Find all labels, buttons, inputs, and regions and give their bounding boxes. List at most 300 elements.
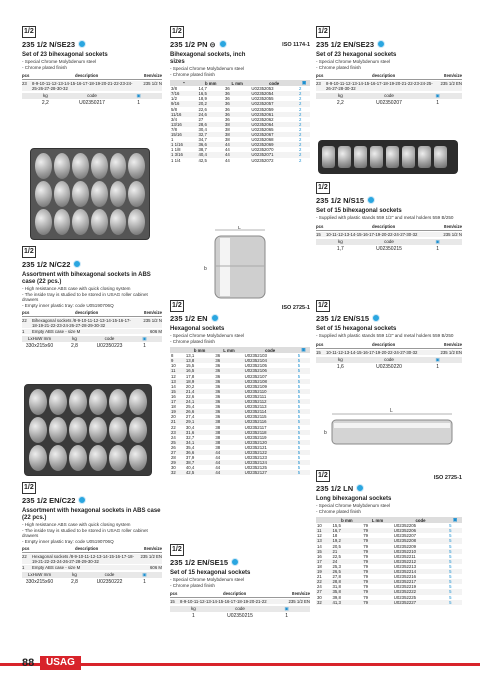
table-cell: 1 3/16	[170, 152, 197, 157]
table-cell: 1 1/8	[171, 147, 181, 153]
section-ln: 1/2 ISO 2725-1 235 1/2 LN Long bihexagonal sockets - Special Chrome Molybdenum steel - Chrome plated finish b mm L mm code ▣ 10 15,5 79 U02352205 5 11 16,7 79 U02352206 5 12 18 79 U02352207 5 13 19,2 79 U02352208 5 14 20,5 79 U02352209 5 15 21 79 U02352210 5 16 22,5 79 U02352211 5 17 24 79 U02352212 5 18 25,3 79 U02352213 5 19 26,5 79 U02352214 5 21 27,8 79 U02352216 5 22 28,8 79 U02352217 5 24 31,8 79 U02352219 5 27 35,8 79 U02352222 5 30 39,8 79 U02352225 5 32 41,3 79 U02352227 5	[316, 472, 462, 605]
table-cell: 27	[316, 589, 331, 594]
table-cell: 36	[214, 358, 243, 363]
table-cell: U02352105	[244, 363, 267, 369]
table-cell: 29,1	[185, 419, 214, 424]
table-cell: 16,5	[197, 91, 224, 96]
table-cell: U02352071	[250, 152, 298, 157]
table-cell: 2	[298, 122, 310, 127]
product-code: 235	[170, 558, 183, 567]
table-cell: U02352116	[244, 419, 297, 424]
table-cell: 5	[449, 574, 452, 580]
table-cell: 21	[170, 419, 185, 424]
table-cell: U02352106	[244, 368, 297, 373]
table-cell: U02352227	[393, 600, 448, 605]
table-cell: 9/16	[170, 101, 197, 106]
table-cell: 5	[297, 363, 301, 369]
table-cell: U02352115	[244, 414, 267, 420]
product-code: 235	[22, 260, 35, 269]
table-header: pcs description Item/size	[316, 341, 462, 347]
table-cell: 42,5	[198, 157, 207, 163]
table-cell: 2	[298, 112, 310, 117]
section-n-c22: 1/2 235 1/2 N/C22 Assortment with bihexagonal sockets in ABS case (22 pcs.) - High resistance ABS case with quick closing system - The inside tray is studied to be stored in USAG roller cabinet drawers - Empty inner plastic tray: code U05190706Q pcs description Item/size 22 Bihexagonal sockets /8-9-10-11-12-13-14-15-16-17-18-19-21-22-23-24-26-27-28-29-30-32 235 1/2 N 1 Empty ABS case - size M 606 M LxHxW mm kg code ▣ 330x215x60 2,8 U02350223 1	[22, 248, 162, 350]
table-cell: 27,4	[185, 414, 195, 420]
table-row: 1 Empty ABS case - size M 606 M	[22, 329, 162, 335]
table-header: pcs description Item/size	[170, 591, 310, 597]
feature: - Supplied with plastic stands 559 1/2" and metal holders 559 B/250	[316, 333, 454, 338]
table-cell: 24	[331, 559, 362, 564]
socket-rail-image	[318, 140, 458, 174]
section-en-se23: 1/2 235 1/2 EN/SE23 Set of 23 hexagonal sockets - Special Chrome Molybdenum steel - Chrome plated finish pcs description Item/size 23 8-9-10-11-12-13-14-15-16-17-18-19-20-21-22-23-24-25-26-27-28-30-32 235 1/2 EN kg code ▣ 2,2 U02350207 1	[316, 28, 462, 107]
product-title: N/SE23	[49, 40, 75, 49]
qty-icon: ▣	[136, 93, 141, 99]
table-cell: 41,3	[331, 600, 362, 605]
table-cell: 21	[317, 574, 322, 580]
table-cell: U02352054	[250, 91, 298, 96]
new-badge-icon	[78, 40, 86, 48]
table-cell: U02352122	[244, 450, 297, 455]
size-table: " b mm L mm code ▣ 3/8 14,7 36 U02352053 2 7/16 16,5 36 U02352054 2 1/2 18,9 36 U02352055 2 9/16 20,2 36 U02352057 2 5/8 22,6 36 U02352059 2 11/16 24,6 36 U02352061 2 3/4 27 36 U02352062 2 13/16 28,6 38 U02352064 2 7/8 30,4 38 U02352065 2 15/16 32,7 38 U02352067 2 1 34,7 38 U02352068 2 1 1/16 36,6 44 U02352069 2 1 1/8 38,7 44 U02352070 2 1 3/16 40,4 44 U02352071 2 1 1/4 42,5 44 U02352072 2	[170, 80, 310, 162]
table-row: 23 8-9-10-11-12-13-14-15-16-17-18-19-20-21-22-23-24-25-26-27-28-30-32 235 1/2 EN	[316, 81, 462, 92]
table-cell: 2	[299, 106, 302, 112]
table-cell: 38,7	[198, 147, 207, 153]
table-cell: 5	[448, 579, 462, 584]
table-row: 15 10-11-12-13-14-15-16-17-19-20-22-24-27-30-32 235 1/2 EN	[316, 349, 462, 355]
table-cell: 39,8	[332, 594, 341, 600]
table-cell: 2	[298, 142, 310, 147]
table-cell: U02352118	[244, 430, 297, 435]
table-cell: 15	[170, 389, 185, 394]
subtitle: Assortment with bihexagonal sockets in ABS case (22 pcs.)	[22, 272, 151, 285]
section-n-s15: 1/2 235 1/2 N/S15 Set of 15 bihexagonal sockets - Supplied with plastic stands 559 1/2" and metal holders 559 B/250 pcs description Item/size 15 10-11-12-13-14-15-16-17-19-20-22-24-27-30-32 235 1/2 N kg code ▣ 1,7 U02350215 1	[316, 184, 462, 252]
order-header: kg code ▣	[316, 239, 462, 245]
section-en-se15: 1/2 235 1/2 EN/SE15 Set of 15 hexagonal sockets - Special Chrome Molybdenum steel - Chrome plated finish pcs description Item/size 15 8-9-10-11-12-13-14-15-16-17-18-19-20-21-22 235 1/2 EN kg code ▣ 1 U02350215 1	[170, 546, 310, 620]
order-header: kg code ▣	[170, 606, 310, 612]
product-title: EN/SE15	[197, 558, 228, 567]
table-cell: 20,2	[185, 383, 195, 389]
table-cell: 12	[171, 373, 176, 379]
table-cell: 44	[214, 450, 243, 455]
feature: - Chrome plated finish	[170, 338, 215, 344]
table-cell: 36,6	[185, 450, 214, 455]
table-cell: 11/16	[170, 112, 197, 117]
table-cell: U02352112	[244, 399, 297, 404]
drive-size-badge: 1/2	[170, 26, 184, 38]
table-cell: 36	[214, 389, 243, 394]
iso-standard: ISO 1174-1	[282, 42, 310, 48]
table-cell: 36	[224, 116, 230, 122]
table-cell: 5	[448, 549, 462, 554]
table-cell: 79	[363, 563, 369, 569]
product-title: EN/SE23	[343, 40, 374, 49]
table-cell: U02352059	[251, 106, 274, 112]
product-code: 235	[22, 496, 35, 505]
svg-text:b: b	[204, 266, 207, 272]
table-cell: 25,4	[185, 404, 195, 410]
qty-icon: ▣	[435, 356, 440, 362]
table-cell: 36	[224, 112, 250, 117]
table-cell: 5	[297, 389, 310, 394]
table-cell: 44	[224, 152, 250, 157]
table-cell: U02352207	[393, 533, 417, 539]
table-cell: 24	[171, 434, 176, 440]
table-cell: 21	[331, 549, 362, 554]
table-cell: 5	[449, 594, 452, 600]
table-cell: 38	[214, 419, 243, 424]
table-cell: 2	[299, 86, 302, 92]
table-cell: 22,5	[332, 553, 341, 559]
socket-case-image	[24, 384, 152, 476]
subtitle: Hexagonal sockets	[170, 326, 225, 332]
table-cell: 79	[363, 553, 369, 559]
table-cell: 42,5	[185, 470, 214, 475]
table-cell: 40,4	[185, 465, 195, 471]
subtitle: Long bihexagonal sockets	[316, 496, 392, 502]
table-cell: 30	[317, 594, 322, 600]
table-header: pcs description Item/size	[22, 73, 162, 79]
table-cell: 19,2	[331, 538, 362, 543]
drive-size-badge: 1/2	[316, 300, 330, 312]
table-cell: 5	[297, 424, 301, 430]
qty-icon: ▣	[142, 336, 147, 342]
table-cell: 2	[299, 137, 302, 143]
table-cell: 22,6	[198, 106, 207, 112]
table-cell: 31,8	[332, 584, 341, 590]
table-cell: 20,5	[332, 543, 341, 549]
product-code: 235	[22, 40, 35, 49]
table-cell: 12	[317, 533, 322, 539]
table-cell: 22	[316, 579, 331, 584]
table-cell: 37,9	[185, 455, 195, 461]
table-cell: U02352072	[251, 157, 274, 163]
section-n-se23	[22, 20, 162, 106]
table-cell: 44	[214, 460, 243, 465]
table-cell: U02352120	[244, 440, 297, 445]
iso-standard: ISO 2725-1	[281, 305, 310, 311]
table-cell: U02352206	[393, 528, 448, 533]
feature: - Empty inner plastic tray: code U05190706Q	[22, 302, 114, 308]
table-cell: 16,5	[185, 368, 214, 373]
table-cell: 34,1	[185, 440, 214, 445]
table-cell: U02352114	[244, 409, 297, 414]
table-cell: 36	[215, 353, 221, 359]
feature: - Special Chrome Molybdenum steel	[170, 66, 245, 71]
table-cell: 79	[362, 579, 393, 584]
table-cell: 2	[299, 96, 302, 102]
table-cell: 24	[317, 584, 322, 590]
table-cell: 18	[317, 563, 322, 569]
table-cell: 5	[297, 379, 310, 384]
table-cell: U02352216	[393, 574, 417, 580]
table-cell: 7/16	[170, 91, 197, 96]
table-cell: 36	[224, 86, 230, 92]
table-cell: U02352109	[244, 383, 267, 389]
feature: - High resistance ABS case with quick closing system	[22, 522, 131, 527]
feature: - Special Chrome Molybdenum steel	[170, 333, 245, 338]
qty-icon: ▣	[448, 517, 462, 523]
table-cell: 27	[198, 116, 204, 122]
new-badge-icon	[372, 314, 380, 322]
product-title: EN	[197, 314, 208, 323]
table-cell: 5	[448, 538, 462, 543]
table-cell: 19	[170, 409, 185, 414]
product-title: EN/C22	[49, 496, 76, 505]
table-cell: 40,4	[197, 152, 224, 157]
table-cell: U02352208	[393, 538, 448, 543]
order-header: LxHxW mm kg code ▣	[22, 572, 162, 578]
table-cell: 36,6	[197, 142, 224, 147]
table-cell: 24,1	[185, 399, 214, 404]
table-cell: 5	[297, 465, 301, 471]
feature: - The inside tray is studied to be stored in USAG roller cabinet drawers	[22, 291, 148, 303]
table-cell: 2	[299, 147, 302, 153]
table-cell: 38	[215, 444, 221, 450]
table-cell: 38	[224, 137, 230, 143]
table-cell: 10	[171, 363, 176, 369]
table-cell: U02352069	[250, 142, 298, 147]
table-cell: 15/16	[170, 132, 197, 137]
table-cell: U02352213	[393, 563, 417, 569]
feature: - Chrome plated finish	[22, 64, 67, 70]
table-cell: 38,7	[185, 460, 214, 465]
table-cell: 2	[298, 91, 310, 96]
table-cell: 44	[215, 455, 221, 461]
table-cell: 13,8	[185, 358, 214, 363]
qty-icon: ▣	[142, 572, 147, 578]
table-cell: U02352108	[244, 379, 297, 384]
table-row	[316, 600, 462, 605]
table-cell: 2	[298, 152, 310, 157]
feature: - Special Chrome Molybdenum steel	[316, 503, 391, 508]
table-cell: U02352117	[244, 424, 267, 430]
feature: - Chrome plated finish	[316, 508, 361, 514]
table-cell: U02352111	[244, 393, 267, 399]
table-cell: 7/8	[171, 126, 177, 132]
table-cell: 16	[171, 393, 176, 399]
table-cell: 36	[214, 409, 243, 414]
order-row: 2,2 U02350217 1	[41, 100, 141, 107]
table-cell: 36	[214, 379, 243, 384]
table-cell: 5	[449, 533, 452, 539]
table-cell: U02352113	[244, 404, 267, 410]
qty-icon: ▣	[298, 80, 310, 86]
subtitle: Set of 15 hexagonal sockets	[316, 326, 397, 332]
table-cell: 23	[170, 430, 185, 435]
subtitle: Set of 15 bihexagonal sockets	[316, 208, 402, 214]
table-cell: 5	[448, 569, 462, 574]
table-cell: 34,7	[198, 137, 207, 143]
table-cell: 25	[170, 440, 185, 445]
order-header: LxHxW mm kg code ▣	[22, 336, 162, 342]
table-cell: 79	[362, 528, 393, 533]
table-cell: 35,8	[331, 589, 362, 594]
feature: - Empty inner plastic tray: code U05190706Q	[22, 538, 114, 544]
table-cell: 35,4	[185, 444, 195, 450]
table-cell: 32	[170, 470, 185, 475]
qty-icon: ▣	[435, 238, 440, 244]
table-cell: 5	[449, 563, 452, 569]
table-cell: 21,4	[185, 389, 214, 394]
order-row: 1,6 U02350220 1	[336, 363, 440, 370]
feature: - Special Chrome Molybdenum steel	[170, 577, 245, 582]
page-number: 88	[22, 657, 35, 669]
table-cell: 38	[214, 440, 243, 445]
svg-text:b: b	[324, 430, 327, 436]
table-cell: 5	[297, 440, 310, 445]
table-row: 22 Bihexagonal sockets /8-9-10-11-12-13-14-15-16-17-18-19-21-22-23-24-26-27-28-29-30-32 235 1/2 N	[22, 318, 162, 329]
drive-size: 1/2	[36, 40, 48, 49]
table-cell: 79	[363, 594, 369, 600]
feature: - Special Chrome Molybdenum steel	[22, 59, 97, 64]
order-row: 1,7 U02350215 1	[336, 245, 440, 252]
table-cell: 36	[224, 91, 250, 96]
table-cell: 5	[297, 430, 310, 435]
table-cell: 2	[299, 157, 302, 163]
table-cell: 36	[224, 106, 230, 112]
table-cell: 36	[215, 373, 221, 379]
table-cell: U02352127	[244, 470, 297, 475]
drive-size-badge: 1/2	[316, 26, 330, 38]
table-cell: 79	[363, 523, 369, 529]
product-title: N/S15	[343, 196, 364, 205]
table-row	[170, 470, 310, 475]
table-cell: 28,8	[331, 579, 362, 584]
order-row: 1 U02350215 1	[191, 613, 289, 620]
drive-size-badge: 1/2	[170, 300, 184, 312]
table-cell: 17,8	[185, 373, 195, 379]
table-cell: 38	[214, 430, 243, 435]
drive-size-badge: 1/2	[316, 182, 330, 194]
table-cell: 16	[317, 553, 322, 559]
table-cell: U02352119	[244, 434, 267, 440]
table-row: 22 Hexagonal sockets /8-9-10-11-12-13-14-15-16-17-18-19-21-22-23-24-26-27-28-29-30-32 235 1/2 EN	[22, 554, 162, 565]
table-cell: 5	[297, 393, 301, 399]
table-cell: U02352110	[244, 389, 297, 394]
table-cell: 32	[316, 600, 331, 605]
hex-symbol-icon: ⊝	[209, 42, 216, 49]
table-cell: 16,7	[331, 528, 362, 533]
long-socket-image	[322, 406, 458, 462]
table-cell: 5	[449, 584, 452, 590]
table-cell: 1	[171, 137, 174, 143]
table-cell: 26,5	[331, 569, 362, 574]
table-cell: U02352125	[244, 465, 267, 471]
table-cell: 14	[171, 383, 176, 389]
feature: - Supplied with plastic stands 559 1/2" and metal holders 559 B/250	[316, 215, 454, 220]
table-cell: 36	[214, 368, 243, 373]
table-cell: 30,4	[185, 424, 195, 430]
table-cell: U02352210	[393, 549, 448, 554]
table-cell: 20	[171, 414, 176, 420]
table-cell: U02352209	[393, 543, 417, 549]
table-cell: U02352104	[244, 358, 297, 363]
table-cell: 5	[297, 373, 301, 379]
table-cell: U02352107	[244, 373, 267, 379]
table-cell: 38	[224, 122, 250, 127]
drive-size-badge: 1/2	[22, 482, 36, 494]
table-cell: 18,9	[198, 96, 207, 102]
table-cell: 5	[448, 559, 462, 564]
table-cell: 5	[297, 404, 301, 410]
table-row: 1 Empty ABS case - size M 606 M	[22, 565, 162, 571]
table-cell: 8	[171, 353, 174, 359]
feature: - Chrome plated finish	[170, 71, 215, 77]
table-cell: 14	[317, 543, 322, 549]
table-cell: 30,4	[198, 126, 207, 132]
size-table: b mm L mm code ▣ 8 13,1 36 U02352103 5 9 13,8 36 U02352104 5 10 15,5 36 U02352105 5 11 16,5 36 U02352106 5 12 17,8 36 U02352107 5 13 18,9 36 U02352108 5 14 20,2 36 U02352109 5 15 21,4 36 U02352110 5 16 22,6 36 U02352111 5 17 24,1 36 U02352112 5 18 25,4 36 U02352113 5 19 26,6 36 U02352114 5 20 27,4 36 U02352115 5 21 29,1 38 U02352116 5 22 30,4 38 U02352117 5 23 31,6 38 U02352118 5 24 32,7 38 U02352119 5 25 34,1 38 U02352120 5 26 35,4 38 U02352121 5 27 36,6 44 U02352122 5 28 37,9 44 U02352123 5 29 38,7 44 U02352124 5 30 40,4 44 U02352125 5 32 42,5 44 U02352127 5	[170, 347, 310, 475]
table-cell: 20,2	[197, 101, 224, 106]
table-cell: 5	[297, 455, 301, 461]
table-row: 15 8-9-10-11-12-13-14-15-16-17-18-19-20-21-22 235 1/2 EN	[170, 599, 310, 605]
table-cell: 32,7	[185, 434, 195, 440]
table-cell: 28,6	[197, 122, 224, 127]
product-code: 235	[316, 196, 329, 205]
table-cell: 15,5	[332, 523, 341, 529]
product-code: 235	[170, 314, 183, 323]
new-badge-icon	[78, 496, 86, 504]
product-code: 235	[316, 484, 329, 493]
feature: - Special Chrome Molybdenum steel	[316, 59, 391, 64]
feature: - High resistance ABS case with quick closing system	[22, 286, 131, 291]
table-cell: 38	[224, 132, 250, 137]
table-cell: 18,9	[185, 379, 214, 384]
table-header: pcs description Item/size	[316, 73, 462, 79]
qty-icon: ▣	[297, 347, 310, 353]
table-cell: 79	[362, 589, 393, 594]
table-cell: 1/2	[171, 96, 177, 102]
qty-icon: ▣	[284, 606, 289, 612]
table-cell: 2	[298, 101, 310, 106]
table-cell: U02352055	[251, 96, 274, 102]
table-cell: 24,6	[197, 112, 224, 117]
table-cell: U02352217	[393, 579, 448, 584]
feature: - Chrome plated finish	[316, 64, 361, 70]
table-cell: 19	[316, 569, 331, 574]
table-cell: U02352124	[244, 460, 297, 465]
table-cell: 79	[363, 533, 369, 539]
table-cell: 2	[299, 116, 302, 122]
table-cell: 5	[297, 353, 301, 359]
table-cell: 5	[297, 450, 310, 455]
table-cell: 36	[214, 399, 243, 404]
table-header: pcs description Item/size	[22, 310, 162, 316]
new-badge-icon	[211, 314, 219, 322]
table-cell: 22,6	[185, 393, 195, 399]
svg-text:L: L	[390, 408, 393, 414]
table-cell: 79	[363, 574, 369, 580]
table-cell: 79	[362, 549, 393, 554]
table-cell: 36	[215, 404, 221, 410]
product-code: 235	[316, 40, 329, 49]
feature: - Chrome plated finish	[170, 582, 215, 588]
subtitle: Bihexagonal sockets, inch sizes	[170, 52, 246, 65]
table-cell: 11	[316, 528, 331, 533]
table-cell: 18	[332, 533, 338, 539]
table-cell: 2	[299, 126, 302, 132]
order-header: kg code ▣	[316, 357, 462, 363]
table-cell: 79	[362, 600, 393, 605]
table-cell: 36	[215, 383, 221, 389]
table-cell: 36	[215, 414, 221, 420]
table-cell: 15	[316, 549, 331, 554]
table-cell: 79	[362, 569, 393, 574]
table-cell: 38	[215, 434, 221, 440]
table-cell: U02352219	[393, 584, 417, 590]
table-cell: 27,8	[332, 574, 341, 580]
table-cell: U02352061	[250, 112, 298, 117]
product-title: EN/S15	[343, 314, 369, 323]
table-cell: 5	[297, 460, 310, 465]
